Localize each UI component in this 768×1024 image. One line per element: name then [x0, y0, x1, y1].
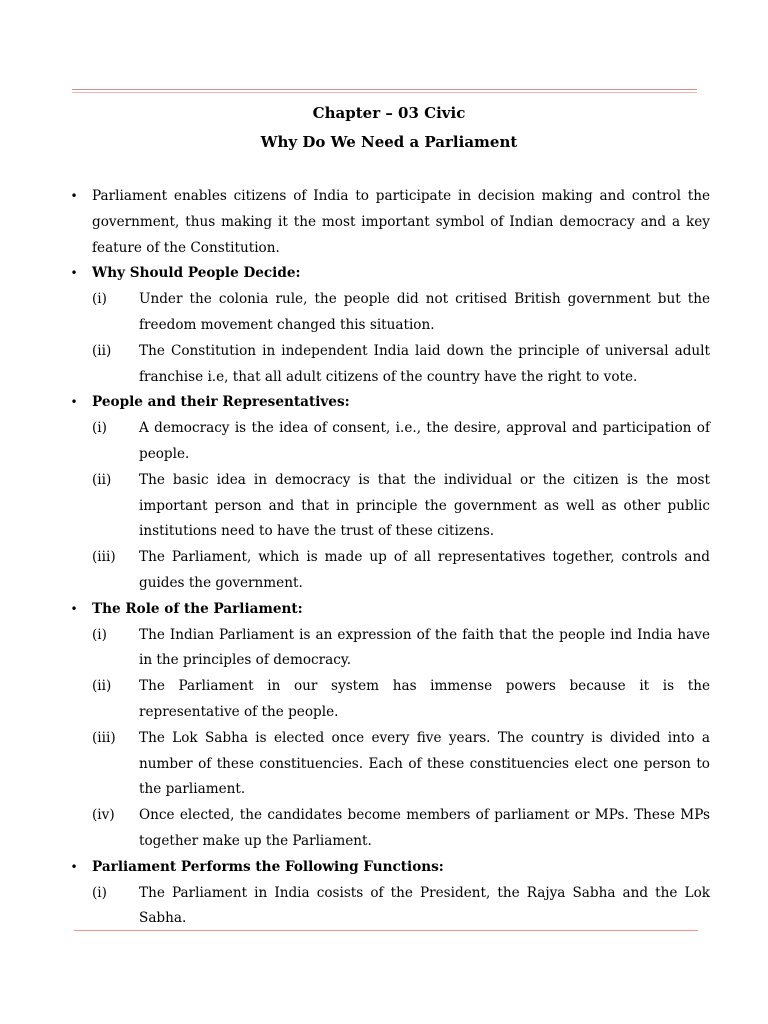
item-number: (i) [92, 884, 107, 901]
section-heading: Parliament Performs the Following Functions: [92, 858, 444, 875]
bottom-divider [74, 930, 698, 931]
list-item [68, 674, 710, 726]
item-text: The Parliament, which is made up of all representatives together, controls and guides the government. [139, 549, 710, 591]
item-number: (i) [92, 291, 107, 308]
item-text: The Parliament in our system has immense powers because it is the representative of the people. [139, 678, 710, 720]
item-text: Under the colonia rule, the people did not critised British government but the freedom movement changed this situation. [139, 291, 710, 333]
list-item [68, 881, 710, 933]
bullet-icon: • [70, 395, 78, 410]
item-text: Once elected, the candidates become members of parliament or MPs. These MPs together make up the Parliament. [139, 807, 710, 849]
item-text: The basic idea in democracy is that the individual or the citizen is the most important person and that in principle the government as well as other public institutions need to have the trust of these citizens. [139, 471, 710, 540]
item-number: (iii) [92, 549, 116, 566]
item-number: (ii) [92, 678, 112, 695]
item-number: (ii) [92, 342, 112, 359]
list-item [68, 287, 710, 339]
list-item [68, 726, 710, 803]
item-text: The Lok Sabha is elected once every five years. The country is divided into a number of these constituencies. Each of these constituencies elect one person to the parliament. [139, 729, 710, 798]
section-heading: People and their Representatives: [92, 394, 350, 411]
bullet-item [68, 184, 710, 261]
list-item [68, 803, 710, 855]
item-text: A democracy is the idea of consent, i.e., the desire, approval and participation of people. [139, 420, 710, 462]
item-number: (i) [92, 420, 107, 437]
item-number: (ii) [92, 471, 112, 488]
item-number: (i) [92, 626, 107, 643]
chapter-title: Chapter – 03 Civic [312, 104, 466, 122]
bullet-item [68, 261, 710, 287]
top-divider [72, 89, 697, 93]
item-number: (iv) [92, 807, 115, 824]
bullet-item [68, 597, 710, 623]
intro-paragraph: Parliament enables citizens of India to participate in decision making and control the government, thus making it the most important symbol of Indian democracy and a key feature of the Constitution. [92, 188, 710, 256]
bullet-item [68, 390, 710, 416]
list-item [68, 623, 710, 675]
list-item [68, 416, 710, 468]
list-item [68, 468, 710, 545]
chapter-subtitle: Why Do We Need a Parliament [260, 133, 518, 151]
bullet-item [68, 855, 710, 881]
section-heading: The Role of the Parliament: [92, 600, 303, 617]
document-body [68, 184, 710, 932]
bullet-icon: • [70, 189, 78, 203]
list-item [68, 339, 710, 391]
item-text: The Parliament in India cosists of the President, the Rajya Sabha and the Lok Sabha. [139, 884, 710, 927]
item-text: The Constitution in independent India laid down the principle of universal adult franchise i.e, that all adult citizens of the country have the right to vote. [139, 342, 710, 385]
item-number: (iii) [92, 729, 116, 746]
bullet-icon: • [70, 601, 78, 616]
section-heading: Why Should People Decide: [92, 265, 301, 282]
list-item [68, 545, 710, 597]
item-text: The Indian Parliament is an expression of the faith that the people ind India have in the principles of democracy. [139, 626, 710, 669]
bullet-icon: • [70, 266, 78, 281]
bullet-icon: • [70, 859, 78, 874]
